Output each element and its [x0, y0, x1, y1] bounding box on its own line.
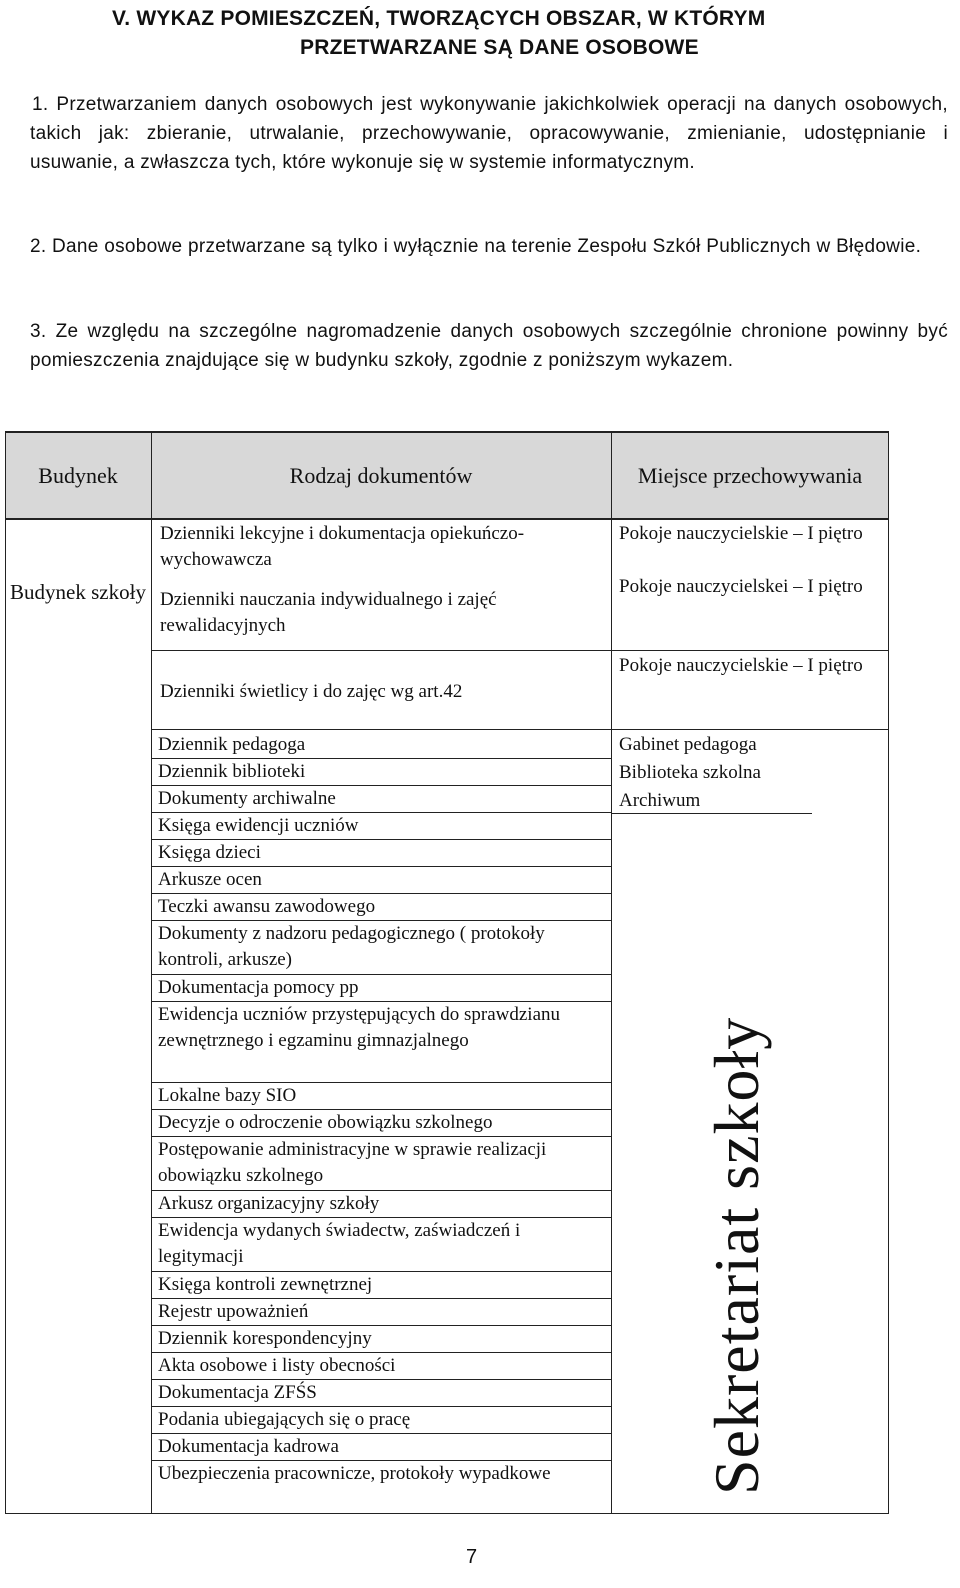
section-title-line2: PRZETWARZANE SĄ DANE OSOBOWE: [300, 36, 699, 59]
document-row: Dokumentacja ZFŚS: [158, 1382, 317, 1403]
page-number: 7: [466, 1546, 478, 1568]
doc-dzienniki-lekcyjne: Dzienniki lekcyjne i dokumentacja opiekuńczo-wychowawcza: [160, 523, 525, 570]
section-title-line1: V. WYKAZ POMIESZCZEŃ, TWORZĄCYCH OBSZAR, W KTÓRYM: [112, 7, 766, 30]
place-pokoje-2: Pokoje nauczycielskei – I piętro: [619, 576, 863, 597]
document-row: Dokumentacja pomocy pp: [158, 977, 359, 998]
place-archiwum: Archiwum: [619, 790, 701, 811]
table-border-bottom: [6, 1513, 889, 1514]
table-border-top: [6, 431, 889, 433]
document-row: Postępowanie administracyjne w sprawie realizacji obowiązku szkolnego: [158, 1139, 547, 1186]
row-divider-group2: [152, 729, 889, 730]
document-row: Rejestr upoważnień: [158, 1301, 309, 1322]
document-row: Dziennik pedagoga: [158, 734, 306, 755]
table-border-header: [6, 518, 889, 520]
document-row: Lokalne bazy SIO: [158, 1085, 297, 1106]
document-row: Ewidencja uczniów przystępujących do sprawdzianu zewnętrznego i egzaminu gimnazjalnego: [158, 1004, 561, 1051]
document-row: Teczki awansu zawodowego: [158, 896, 376, 917]
header-miejsce: Miejsce przechowywania: [637, 463, 863, 488]
document-row: Decyzje o odroczenie obowiązku szkolnego: [158, 1112, 493, 1133]
building-cell: Budynek szkoły: [10, 580, 146, 604]
place-biblioteka: Biblioteka szkolna: [619, 762, 761, 783]
place-pokoje-3: Pokoje nauczycielskie – I piętro: [619, 655, 863, 676]
paragraph-3: 3. Ze względu na szczególne nagromadzenie danych osobowych szczególnie chronione powinny być pomieszczenia znajdujące się w budynku szkoły, zgodnie z poniższym wykazem.: [30, 321, 948, 371]
document-row: Akta osobowe i listy obecności: [158, 1355, 396, 1376]
document-row: Podania ubiegających się o pracę: [158, 1409, 411, 1430]
document-row: Ubezpieczenia pracownicze, protokoły wypadkowe: [158, 1463, 551, 1484]
paragraph-2: 2. Dane osobowe przetwarzane są tylko i wyłącznie na terenie Zespołu Szkół Publicznych w Błędowie.: [30, 236, 922, 257]
document-row: Arkusze ocen: [158, 869, 262, 890]
document-row: Dokumenty archiwalne: [158, 788, 336, 809]
doc-dzienniki-swietlicy: Dzienniki świetlicy i do zajęc wg art.42: [160, 681, 463, 702]
document-row: Księga dzieci: [158, 842, 261, 863]
document-row: Dokumenty z nadzoru pedagogicznego ( protokoły kontroli, arkusze): [158, 923, 545, 970]
place-gabinet-pedagoga: Gabinet pedagoga: [619, 734, 757, 755]
document-row: Dokumentacja kadrowa: [158, 1436, 339, 1457]
header-rodzaj: Rodzaj dokumentów: [289, 463, 473, 488]
archiwum-underline: [612, 813, 812, 814]
document-row: Arkusz organizacyjny szkoły: [158, 1193, 380, 1214]
table-border-right: [888, 431, 889, 1514]
row-divider-group1: [152, 650, 889, 651]
paragraph-1: 1. Przetwarzaniem danych osobowych jest wykonywanie jakichkolwiek operacji na danych osobowych, takich jak: zbieranie, utrwalanie, przechowywanie, opracowywanie, zmienianie, udostępnianie i usuwanie, a zwłaszcza tych, które wykonuje się w systemie informatycznym.: [30, 94, 948, 173]
vertical-label-sekretariat: Sekretariat szkoły: [701, 1016, 772, 1495]
document-row: Ewidencja wydanych świadectw, zaświadczeń i legitymacji: [158, 1220, 521, 1267]
document-row: Księga kontroli zewnętrznej: [158, 1274, 373, 1295]
table-divider-2: [611, 431, 612, 1514]
document-row: Księga ewidencji uczniów: [158, 815, 359, 836]
place-pokoje-1: Pokoje nauczycielskie – I piętro: [619, 523, 863, 544]
doc-dzienniki-nauczania: Dzienniki nauczania indywidualnego i zajęć rewalidacyjnych: [160, 589, 497, 636]
document-row: Dziennik korespondencyjny: [158, 1328, 372, 1349]
document-row: Dziennik biblioteki: [158, 761, 306, 782]
header-budynek: Budynek: [38, 463, 118, 488]
